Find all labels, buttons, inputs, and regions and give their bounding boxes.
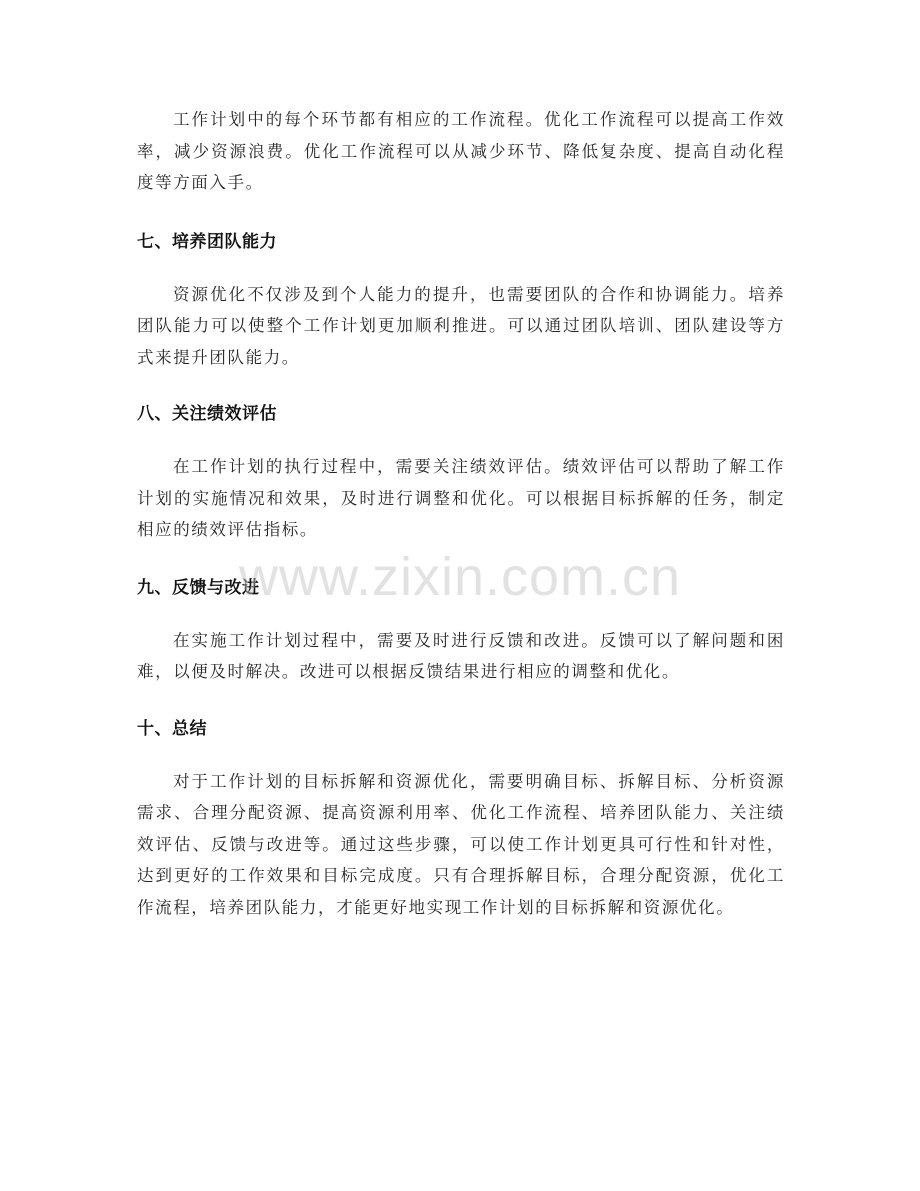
section-paragraph-9: 在实施工作计划过程中，需要及时进行反馈和改进。反馈可以了解问题和困难，以便及时解决。改进可以根据反馈结果进行相应的调整和优化。	[137, 630, 785, 681]
section-paragraph-8: 在工作计划的执行过程中，需要关注绩效评估。绩效评估可以帮助了解工作计划的实施情况和效果，及时进行调整和优化。可以根据目标拆解的任务，制定相应的绩效评估指标。	[137, 457, 785, 539]
section-heading-8: 八、关注绩效评估	[137, 404, 277, 424]
section-paragraph-10: 对于工作计划的目标拆解和资源优化，需要明确目标、拆解目标、分析资源需求、合理分配资源、提高资源利用率、优化工作流程、培养团队能力、关注绩效评估、反馈与改进等。通过这些步骤，可以使工作计划更具可行性和针对性，达到更好的工作效果和目标完成度。只有合理拆解目标，合理分配资源，优化工作流程，培养团队能力，才能更好地实现工作计划的目标拆解和资源优化。	[137, 771, 785, 917]
section-paragraph-7: 资源优化不仅涉及到个人能力的提升，也需要团队的合作和协调能力。培养团队能力可以使整个工作计划更加顺利推进。可以通过团队培训、团队建设等方式来提升团队能力。	[137, 284, 785, 367]
document-body	[137, 104, 785, 923]
section-heading-10: 十、总结	[137, 718, 207, 739]
intro-paragraph: 工作计划中的每个环节都有相应的工作流程。优化工作流程可以提高工作效率，减少资源浪费。优化工作流程可以从减少环节、降低复杂度、提高自动化程度等方面入手。	[137, 110, 785, 192]
watermark: www.zixin.com.cn	[238, 547, 682, 607]
section-heading-7: 七、培养团队能力	[137, 231, 277, 252]
section-heading-9: 九、反馈与改进	[137, 577, 260, 598]
